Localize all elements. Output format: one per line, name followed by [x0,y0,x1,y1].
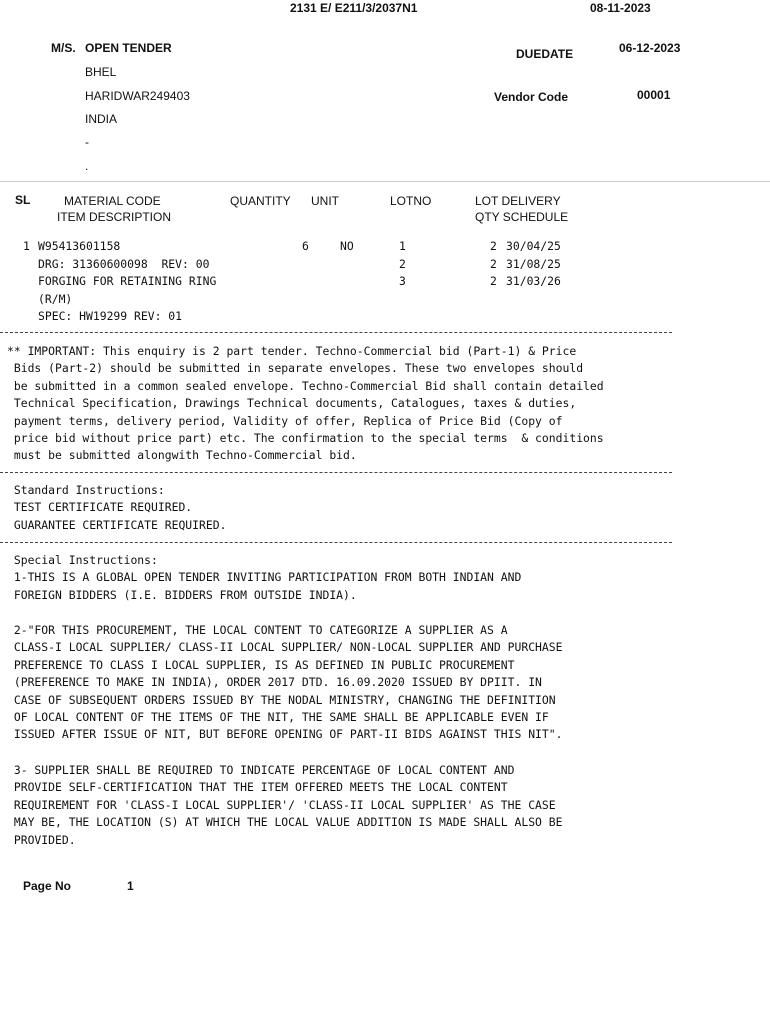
item-quantity: 6 [302,239,309,253]
page-label: Page No [23,879,72,893]
item-material-code: W95413601158 [38,239,121,253]
lot-schedule: 31/03/26 [506,274,561,288]
standard-instructions [7,482,226,534]
lot-qty: 2 [490,274,497,288]
text-line: (PREFERENCE TO MAKE IN INDIA), ORDER 2017 DTD. 16.09.2020 ISSUED BY DPIIT. IN [7,675,542,690]
text-line: 1-THIS IS A GLOBAL OPEN TENDER INVITING PARTICIPATION FROM BOTH INDIAN AND [7,570,522,585]
item-unit: NO [340,239,354,253]
item-spec: SPEC: HW19299 REV: 01 [38,309,183,323]
special-instructions [7,552,521,604]
item-sl: 1 [23,239,30,253]
address-line-3: INDIA [85,112,118,126]
text-line: 3- SUPPLIER SHALL BE REQUIRED TO INDICATE PERCENTAGE OF LOCAL CONTENT AND [7,763,515,777]
lot-number: 1 [399,239,406,253]
vendor-name: OPEN TENDER [85,41,172,55]
text-line: Bids (Part-2) should be submitted in separate envelopes. These two envelopes should [7,361,584,376]
text-line: OF LOCAL CONTENT OF THE ITEMS OF THE NIT, THE SAME SHALL BE APPLICABLE EVEN IF [7,710,549,725]
lot-qty: 2 [490,239,497,253]
text-line: must be submitted alongwith Techno-Commercial bid. [7,448,357,463]
text-line: FOREIGN BIDDERS (I.E. BIDDERS FROM OUTSIDE INDIA). [7,587,357,602]
text-line: TEST CERTIFICATE REQUIRED. [7,500,193,515]
text-line: PROVIDE SELF-CERTIFICATION THAT THE ITEM OFFERED MEETS THE LOCAL CONTENT [7,780,508,795]
text-line: PROVIDED. [7,832,76,847]
item-description-2: (R/M) [38,292,73,306]
dashed-divider [0,472,672,473]
document-date: 08-11-2023 [590,1,651,15]
text-line: Technical Specification, Drawings Technical documents, Catalogues, taxes & duties, [7,396,577,411]
special-instruction-3 [7,762,562,849]
text-line: CLASS-I LOCAL SUPPLIER/ CLASS-II LOCAL SUPPLIER/ NON-LOCAL SUPPLIER AND PURCHASE [7,640,563,655]
col-item-description: ITEM DESCRIPTION [57,210,172,224]
important-notice [7,343,604,465]
lot-schedule: 31/08/25 [506,257,561,271]
col-unit: UNIT [311,194,339,208]
text-line: ISSUED AFTER ISSUE OF NIT, BUT BEFORE OPENING OF PART-II BIDS AGAINST THIS NIT". [7,727,563,742]
text-line: MAY BE, THE LOCATION (S) AT WHICH THE LOCAL VALUE ADDITION IS MADE SHALL ALSO BE [7,815,563,830]
text-line: GUARANTEE CERTIFICATE REQUIRED. [7,517,227,532]
col-qty-schedule: QTY SCHEDULE [475,210,569,224]
col-material-code: MATERIAL CODE [64,194,161,208]
special-instruction-2 [7,622,562,744]
lot-schedule: 30/04/25 [506,239,561,253]
col-sl: SL [15,193,31,207]
text-line: REQUIREMENT FOR 'CLASS-I LOCAL SUPPLIER'/ 'CLASS-II LOCAL SUPPLIER' AS THE CASE [7,797,556,812]
text-line: price bid without price part) etc. The confirmation to the special terms & conditions [7,431,604,446]
address-line-1: BHEL [85,65,117,79]
address-line-2: HARIDWAR249403 [85,89,190,103]
text-line: ** IMPORTANT: This enquiry is 2 part tender. Techno-Commercial bid (Part-1) & Price [7,344,577,358]
vendor-prefix: M/S. [51,41,76,55]
col-lotno: LOTNO [390,194,432,208]
address-line-4: - [85,135,89,149]
col-quantity: QUANTITY [230,194,291,208]
item-description: FORGING FOR RETAINING RING [38,274,217,288]
text-line: payment terms, delivery period, Validity of offer, Replica of Price Bid (Copy of [7,413,563,428]
lot-number: 3 [399,274,406,288]
address-line-5: . [85,159,89,173]
duedate-label: DUEDATE [516,47,574,61]
text-line: PREFERENCE TO CLASS I LOCAL SUPPLIER, IS AS DEFINED IN PUBLIC PROCUREMENT [7,657,515,672]
text-line: Standard Instructions: [7,483,165,497]
text-line: CASE OF SUBSEQUENT ORDERS ISSUED BY THE NODAL MINISTRY, CHANGING THE DEFINITION [7,692,556,707]
text-line: be submitted in a common sealed envelope. Techno-Commercial Bid shall contain detailed [7,378,604,393]
text-line: Special Instructions: [7,553,158,567]
lot-qty: 2 [490,257,497,271]
item-drg: DRG: 31360600098 REV: 00 [38,257,210,271]
page-number: 1 [127,879,134,893]
text-line: 2-"FOR THIS PROCUREMENT, THE LOCAL CONTENT TO CATEGORIZE A SUPPLIER AS A [7,623,508,637]
duedate-value: 06-12-2023 [619,41,681,55]
vendor-code-value: 00001 [637,88,671,102]
lot-number: 2 [399,257,406,271]
reference-number: 2131 E/ E211/3/2037N1 [290,1,418,15]
dashed-divider [0,542,672,543]
vendor-code-label: Vendor Code [494,90,569,104]
col-lot-delivery: LOT DELIVERY [475,194,561,208]
dashed-divider [0,332,672,333]
header-divider [0,181,770,182]
